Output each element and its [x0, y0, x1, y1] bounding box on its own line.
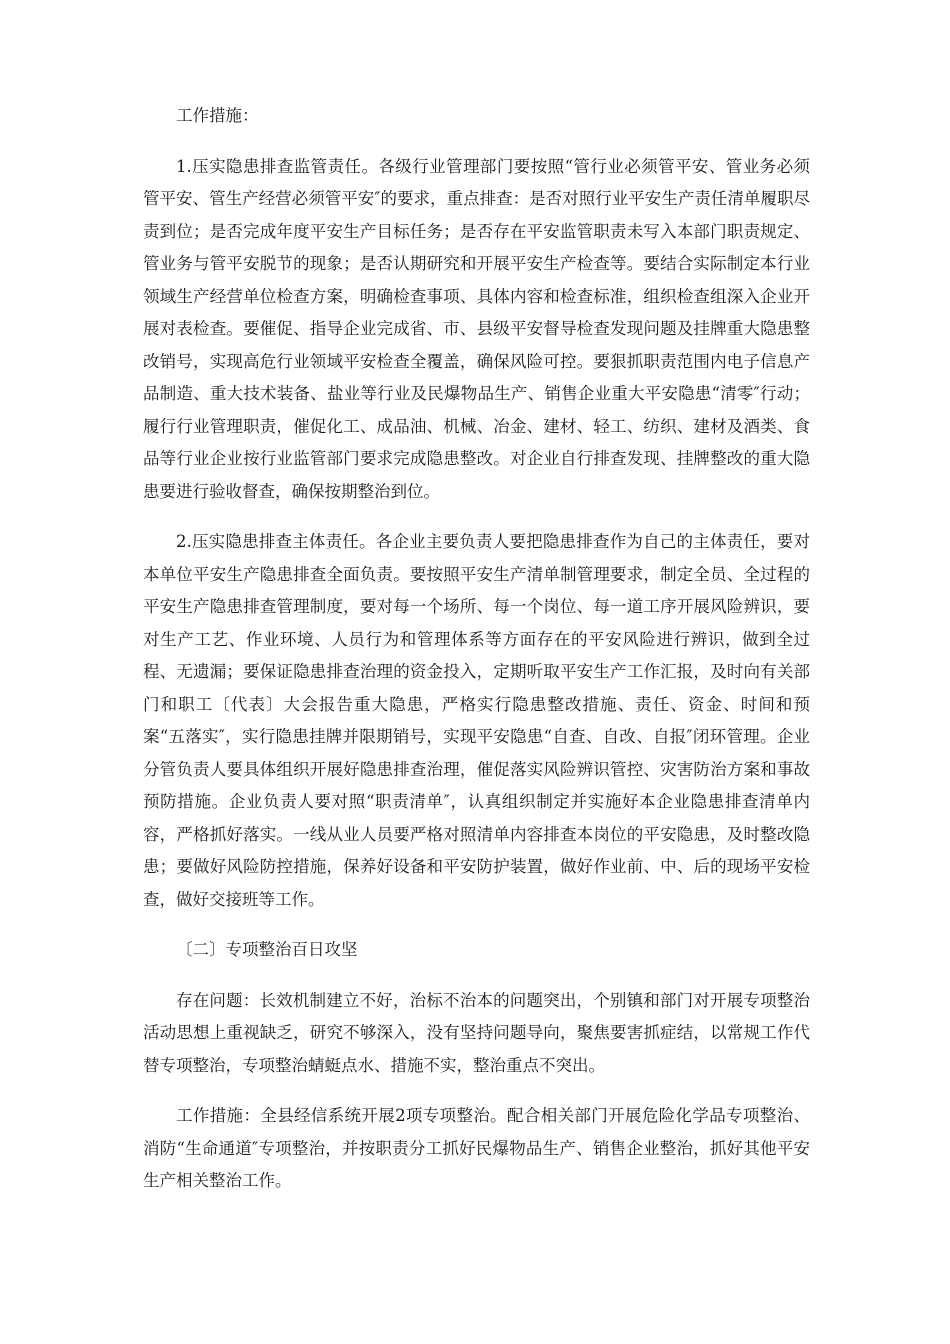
paragraph-supervision-responsibility: 1.压实隐患排查监管责任。各级行业管理部门要按照“管行业必须管平安、管业务必须管平安、管生产经营必须管平安″的要求，重点排查：是否对照行业平安生产责任清单履职尽责到位；是否完成年度平安生产目标任务；是否存在平安监管职责未写入本部门职责规定、管业务与管平安脱节的现象；是否认期研究和开展平安生产检查等。要结合实际制定本行业领域生产经营单位检查方案，明确检查事项、具体内容和检查标准，组织检查组深入企业开展对表检查。要催促、指导企业完成省、市、县级平安督导检查发现问题及挂牌重大隐患整改销号，实现高危行业领域平安检查全覆盖，确保风险可控。要狠抓职责范围内电子信息产品制造、重大技术装备、盐业等行业及民爆物品生产、销售企业重大平安隐患“清零″行动；履行行业管理职责，催促化工、成品油、机械、冶金、建材、轻工、纺织、建材及酒类、食品等行业企业按行业监管部门要求完成隐患整改。对企业自行排查发现、挂牌整改的重大隐患要进行验收督查，确保按期整治到位。: [143, 156, 810, 501]
measures-heading: 工作措施：: [176, 106, 259, 125]
paragraph-existing-problems: 存在问题：长效机制建立不好，治标不治本的问题突出，个别镇和部门对开展专项整治活动思想上重视缺乏，研究不够深入，没有坚持问题导向，聚焦要害抓症结，以常规工作代替专项整治，专项整治蜻蜓点水、措施不实，整治重点不突出。: [143, 990, 810, 1075]
section-heading-special-rectification: 〔二〕专项整治百日攻坚: [176, 940, 358, 959]
document-body: [143, 100, 810, 1216]
paragraph-work-measures: 工作措施：全县经信系统开展2项专项整治。配合相关部门开展危险化学品专项整治、消防“生命通道″专项整治，并按职责分工抓好民爆物品生产、销售企业整治，抓好其他平安生产相关整治工作。: [143, 1106, 810, 1190]
paragraph-main-responsibility: 2.压实隐患排查主体责任。各企业主要负责人要把隐患排查作为自己的主体责任，要对本单位平安生产隐患排查全面负责。要按照平安生产清单制管理要求，制定全员、全过程的平安生产隐患排查管理制度，要对每一个场所、每一个岗位、每一道工序开展风险辨识，要对生产工艺、作业环境、人员行为和管理体系等方面存在的平安风险进行辨识，做到全过程、无遗漏；要保证隐患排查治理的资金投入，定期听取平安生产工作汇报，及时向有关部门和职工〔代表〕大会报告重大隐患，严格实行隐患整改措施、责任、资金、时间和预案“五落实″，实行隐患挂牌并限期销号，实现平安隐患“自查、自改、自报″闭环管理。企业分管负责人要具体组织开展好隐患排查治理，催促落实风险辨识管控、灾害防治方案和事故预防措施。企业负责人要对照“职责清单″，认真组织制定并实施好本企业隐患排查清单内容，严格抓好落实。一线从业人员要严格对照清单内容排查本岗位的平安隐患，及时整改隐患；要做好风险防控措施，保养好设备和平安防护装置，做好作业前、中、后的现场平安检查，做好交接班等工作。: [143, 532, 810, 909]
